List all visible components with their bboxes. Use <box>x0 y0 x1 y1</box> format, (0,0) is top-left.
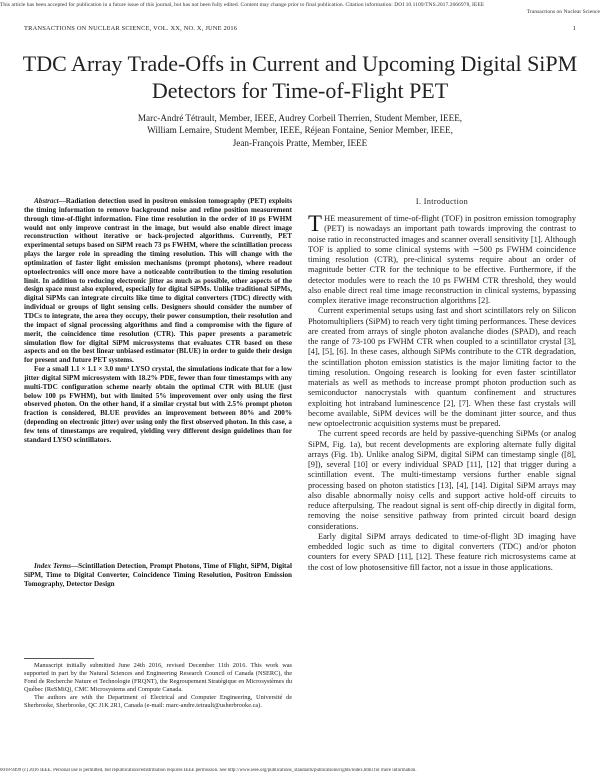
notice-line-2: Transactions on Nuclear Science <box>526 9 600 15</box>
section-heading-introduction: I. Introduction <box>415 197 469 206</box>
intro-paragraph-4: Early digital SiPM arrays dedicated to time-of-flight 3D imaging have embedded logic such as time to digital converters (TDC) and/or photon counters for every SPAD [11], [12]. These feature rich microsystems came at the cost of low photosensitive fill factor, not a issue in those applications. <box>308 531 576 572</box>
paper-title: TDC Array Trade-Offs in Current and Upcoming Digital SiPM Detectors for Time-of-Flight PET <box>22 51 578 103</box>
copyright-footer: 0018-9499 (c) 2016 IEEE. Personal use is permitted, but republication/redistribution requires IEEE permission. See http://www.ieee.org/publications_standards/publications/rights/index.html for more information. <box>0 768 417 773</box>
intro-paragraph-1-text: HE measurement of time-of-flight (TOF) in positron emission tomography (PET) is nowadays an important path towards improving the contrast to noise ratio in reconstructed images and scanner overall sensitivity [1]. Although TOF is applied to some clinical systems with ∼500 ps FWHM coincidence timing resolution (CTR), pre-clinical systems require about an order of magnitude better CTR for the technique to be effective. Furthermore, if the detector modules were to reach the 10 ps FWHM CTR threshold, they would also enable direct real time image reconstruction in clinical systems, bypassing complex iterative image reconstruction algorithms [2]. <box>308 214 576 305</box>
abstract-paragraph-1 <box>24 197 292 365</box>
page-number: 1 <box>572 25 576 32</box>
footnotes <box>24 662 292 711</box>
footnote-affiliation: The authors are with the Department of Electrical and Computer Engineering, Université de Sherbrooke, Sherbrooke, QC J1K 2R1, Canada (e-mail: marc-andre.tetrault@usherbrooke.ca). <box>24 694 292 710</box>
intro-paragraph-3: The current speed records are held by passive-quenching SiPMs (or analog SiPM, Fig. 1a), but recent developments are exploring alternate fully digital arrays (Fig. 1b). Unlike analog SiPM, digital SiPM can timestamp single ([8], [9]), several [10] or every individual SPAD [11], [12] that trigger during a scintillation event. The multi-timestamp versions further enable signal processing based on photon statistics [13], [4], [14]. Digital SiPM arrays may also disable abnormally noisy cells and support active hold-off circuits to reduce afterpulsing. The readout signal is sent off-chip directly in digital form, removing the noise sensitive pathway from printed circuit board design considerations. <box>308 429 576 531</box>
abstract-text-1: —Radiation detection used in positron emission tomography (PET) exploits the timing information to remove background noise and refine position measurement through time-of-flight information. Fine time resolution in the order of 10 ps FWHM would not only improve contrast in the image, but would also enable direct image reconstruction without iterative or back-projected algorithms. Currently, PET experimental setups based on SiPM reach 73 ps FWHM, where the scintillation process plays the larger role in spreading the timing resolution. This will change with the optimization of faster light emission mechanisms (prompt photons), where readout optoelectronics will once more have a noticeable contribution to the timing resolution limit. In addition to reducing electronic jitter as much as possible, other aspects of the design space must also explored, especially for digital SiPMs. Unlike traditional SiPMs, digital SiPMs can integrate circuits like time to digital converters (TDC) directly with individual or groups of light sensing cells. Designers should consider the number of TDCs to integrate, the area they occupy, their power consumption, their resolution and the impact of signal processing algorithms and find a compromise with the figure of merit, the coincidence time resolution (CTR). This paper presents a parametric simulation flow for digital SiPM microsystems that evaluates CTR based on these aspects and on the best linear unbiased estimator (BLUE) in order to guide their design for present and future PET systems. <box>24 197 292 365</box>
author-line-3: Jean-François Pratte, Member, IEEE <box>232 137 368 148</box>
index-terms <box>24 562 292 589</box>
drop-cap: T <box>308 211 323 236</box>
author-line-2: William Lemaire, Student Member, IEEE, Réjean Fontaine, Senior Member, IEEE, <box>147 125 453 136</box>
journal-name: TRANSACTIONS ON NUCLEAR SCIENCE, VOL. XX, NO. X, JUNE 2016 <box>24 25 238 32</box>
notice-line-1: This article has been accepted for publication in a future issue of this journal, but has not been fully edited. Content may change prior to final publication. Citation information: DOI 10.1109/TNS.2017.2666978, IEEE <box>0 2 485 8</box>
abstract-paragraph-2: For a small 1.1 × 1.1 × 3.0 mm³ LYSO crystal, the simulations indicate that for a low jitter digital SiPM microsystem with 18.2% PDE, fewer than four timestamps with any multi-TDC configuration scheme nearly obtain the optimal CTR with BLUE (just below 100 ps FWHM), but with limited 5% improvement over only using the first observed photon. On the other hand, if a similar crystal but with 2.5% prompt photon fraction is considered, BLUE provides an improvement between 80% and 200% (depending on electronic jitter) over using only the first observed photon. In this case, a few tens of timestamps are required, yielding very different design guidelines than for standard LYSO scintillators. <box>24 365 292 444</box>
author-line-1: Marc-André Tétrault, Member, IEEE, Audrey Corbeil Therrien, Student Member, IEEE, <box>137 113 463 123</box>
index-terms-lead: Index Terms <box>34 562 71 570</box>
abstract <box>24 197 292 445</box>
footnote-rule <box>24 658 94 659</box>
running-head <box>24 25 576 32</box>
intro-paragraph-1 <box>308 211 576 306</box>
introduction-body <box>308 211 576 573</box>
footnote-manuscript: Manuscript initially submitted June 24th 2016, revised December 11th 2016. This work was supported in part by the Natural Sciences and Engineering Research Council of Canada (NSERC), the Fond de Recherche Nature et Technologie (FRQNT), the Regroupement Stratégique en Microsystèmes du Québec (ReSMiQ), CMC Microsystems and Compute Canada. <box>24 662 292 694</box>
index-terms-text: —Scintillation Detection, Prompt Photons, Time of Flight, SiPM, Digital SiPM, Time to Digital Converter, Coincidence Timing Resolution, Positron Emission Tomography, Detector Design <box>24 562 292 588</box>
intro-paragraph-2: Current experimental setups using fast and short scintillators rely on Silicon Photomultipliers (SiPM) to reach very tight timing performances. These devices are created from arrays of single photon avalanche diodes (SPAD), and reach the range of 73-100 ps FWHM CTR when coupled to a scintillator crystal [3], [4], [5], [6]. In these cases, although SiPMs contribute to the CTR degradation, the scintillation photon emission statistics is the major limiting factor to the timing resolution. Ongoing research is looking for even faster scintillator materials as well as methods to increase prompt photon production such as semiconductor nanocrystals with quantum confinement and structures exploiting hot intraband luminescence [2], [7]. When these fast crystals will become available, SiPM devices will be the dominant jitter source, and thus new optoelectronic acquisition systems must be prepared. <box>308 306 576 428</box>
abstract-lead: Abstract <box>34 197 59 205</box>
author-list <box>20 112 580 149</box>
